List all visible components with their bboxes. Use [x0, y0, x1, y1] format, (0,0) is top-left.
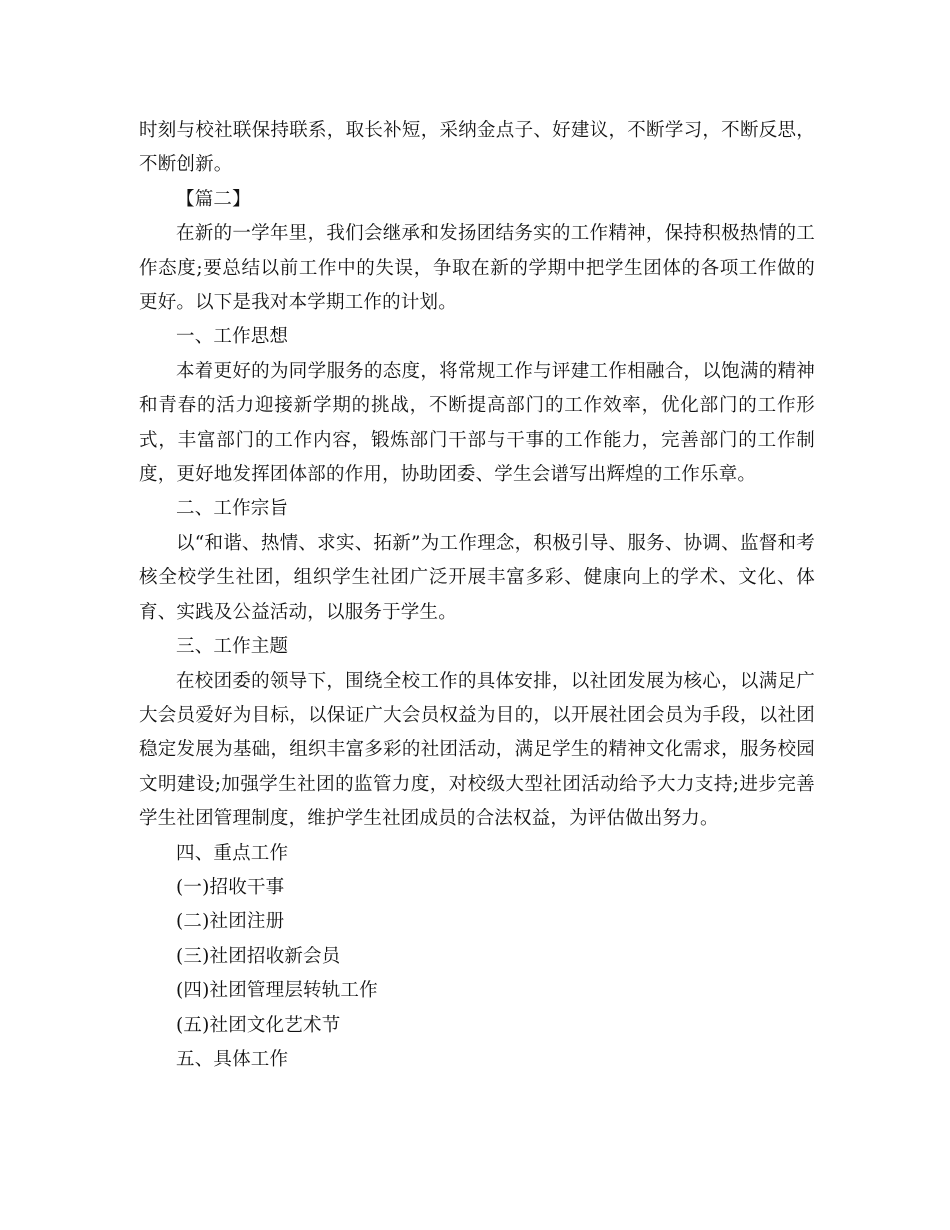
section-heading-work-purpose: 二、工作宗旨 [176, 498, 289, 520]
section-heading-specific-work: 五、具体工作 [176, 1048, 289, 1070]
section-heading-key-work: 四、重点工作 [176, 842, 289, 864]
document-body [139, 114, 815, 1077]
list-item-recruit-staff: (一)招收干事 [176, 876, 285, 898]
paragraph-intro: 在新的一学年里，我们会继承和发扬团结务实的工作精神，保持积极热情的工作态度;要总结以前工作中的失误，争取在新的学期中把学生团体的各项工作做的更好。以下是我对本学期工作的计划。 [139, 223, 815, 314]
paragraph-work-theme: 在校团委的领导下，围绕全校工作的具体安排，以社团发展为核心，以满足广大会员爱好为目标，以保证广大会员权益为目的，以开展社团会员为手段，以社团稳定发展为基础，组织丰富多彩的社团活动，满足学生的精神文化需求，服务校园文明建设;加强学生社团的监管力度，对校级大型社团活动给予大力支持;进步完善学生社团管理制度，维护学生社团成员的合法权益，为评估做出努力。 [139, 670, 815, 830]
paragraph-continuation: 时刻与校社联保持联系，取长补短，采纳金点子、好建议，不断学习，不断反思，不断创新。 [139, 120, 815, 176]
section-heading-part-two: 【篇二】 [176, 188, 251, 210]
list-item-culture-festival: (五)社团文化艺术节 [176, 1014, 341, 1036]
list-item-club-registration: (二)社团注册 [176, 911, 285, 933]
paragraph-work-idea: 本着更好的为同学服务的态度，将常规工作与评建工作相融合，以饱满的精神和青春的活力迎接新学期的挑战，不断提高部门的工作效率，优化部门的工作形式，丰富部门的工作内容，锻炼部门干部与干事的工作能力，完善部门的工作制度，更好地发挥团体部的作用，协助团委、学生会谱写出辉煌的工作乐章。 [139, 360, 815, 486]
list-item-management-transition: (四)社团管理层转轨工作 [176, 980, 378, 1002]
section-heading-work-theme: 三、工作主题 [176, 636, 289, 658]
paragraph-work-purpose: 以“和谐、热情、求实、拓新”为工作理念，积极引导、服务、协调、监督和考核全校学生社团，组织学生社团广泛开展丰富多彩、健康向上的学术、文化、体育、实践及公益活动，以服务于学生。 [139, 532, 815, 623]
list-item-recruit-members: (三)社团招收新会员 [176, 945, 341, 967]
section-heading-work-idea: 一、工作思想 [176, 326, 289, 348]
